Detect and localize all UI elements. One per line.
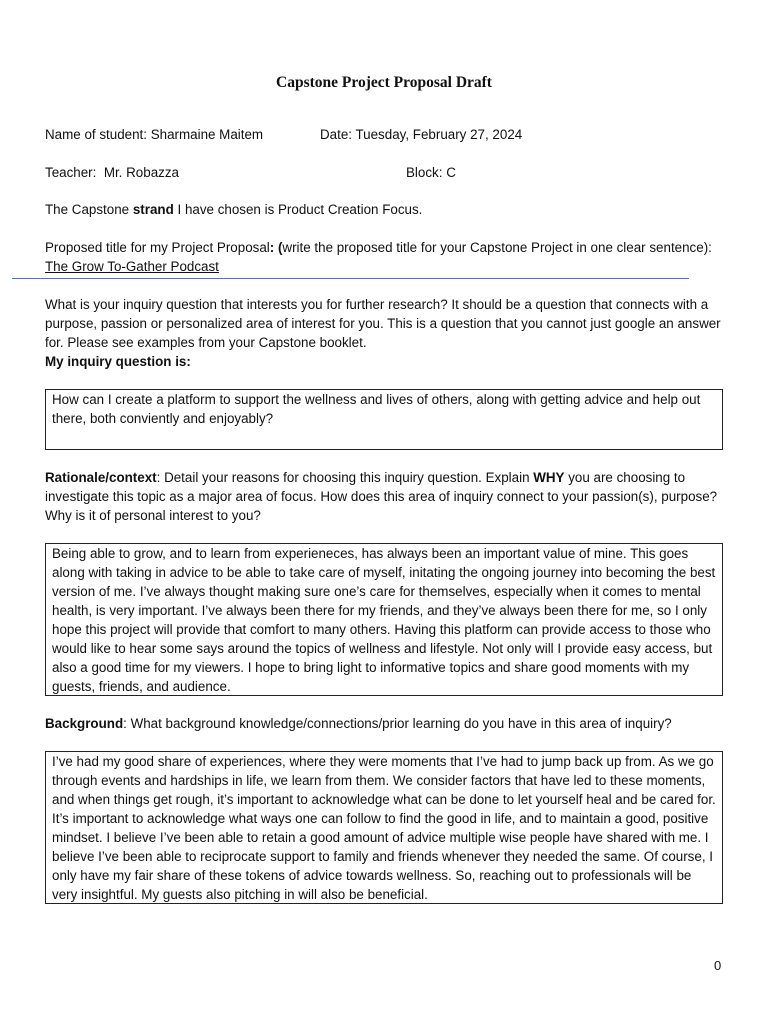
rationale-answer: Being able to grow, and to learn from experieneces, has always been an important value of mine. This goes along with taking in advice to be able to take care of myself, initating the ongoing journey into becoming the best version of me. I’ve always thought making sure one’s care for themselves, especially when it comes to mental health, is very important. I’ve always been there for my friends, and they’ve always been there for me, so I only hope this project will provide that comfort to many others. Having this platform can provide access to those who would like to hear some says around the topics of wellness and lifestyle. Not only will I provide easy access, but also a good time for my viewers. I hope to bring light to informative topics and share good moments with my guests, friends, and audience. <box>52 546 716 694</box>
background-prompt-text: : What background knowledge/connections/prior learning do you have in this area of inquiry? <box>123 716 672 731</box>
inquiry-prompt: What is your inquiry question that interests you for further research? It should be a question that connects with a purpose, passion or personalized area of interest for you. This is a question that you cannot just google an answer for. Please see examples from your Capstone booklet. <box>45 297 721 350</box>
inquiry-label-text: My inquiry question is: <box>45 354 191 369</box>
block-value: C <box>446 165 456 180</box>
student-label: Name of student: <box>45 127 151 142</box>
date-line <box>320 125 522 144</box>
teacher-label: Teacher: <box>45 165 104 180</box>
strand-text-pre: The Capstone <box>45 202 133 217</box>
background-label: Background <box>45 716 124 731</box>
rationale-prompt <box>45 468 735 525</box>
rationale-label: Rationale/context <box>45 470 157 485</box>
date-value: Tuesday, February 27, 2024 <box>355 127 523 142</box>
inquiry-label <box>45 352 191 371</box>
horizontal-rule <box>12 278 689 279</box>
background-prompt <box>45 714 745 733</box>
date-label: Date: <box>320 127 356 142</box>
rationale-prompt-a: : Detail your reasons for choosing this inquiry question. Explain <box>156 470 534 485</box>
background-answer: I’ve had my good share of experiences, where they were moments that I’ve had to jump back up from. As we go through events and hardships in life, we learn from them. We consider factors that have led to these moments, and when things get rough, it’s important to acknowledge what can be done to let yourself heal and be cared for. It’s important to acknowledge what ways one can follow to find the good in life, and to maintain a good, positive mindset. I believe I’ve been able to retain a good amount of advice multiple wise people have shared with me. I believe I’ve been able to reciprocate support to family and friends whenever they needed the same. Of course, I only have my fair share of these tokens of advice towards wellness. So, reaching out to professionals will be very insightful. My guests also pitching in will also be beneficial. <box>52 754 716 902</box>
strand-line <box>45 200 422 219</box>
student-name: Sharmaine Maitem <box>150 127 264 142</box>
strand-text-post: I have chosen is Product Creation Focus. <box>173 202 423 217</box>
background-answer-box[interactable] <box>45 751 723 904</box>
teacher-line <box>45 163 179 182</box>
rationale-answer-box[interactable] <box>45 543 723 696</box>
inquiry-answer-box[interactable] <box>45 389 723 450</box>
rationale-prompt-bold: WHY <box>533 470 565 485</box>
proposed-project-title: The Grow To-Gather Podcast <box>45 259 219 274</box>
student-name-line <box>45 125 263 144</box>
proposed-text-post: write the proposed title for your Capstone Project in one clear sentence): <box>282 240 712 255</box>
rationale-prompt-b: you are choosing to investigate this topic as a major area of focus. How does this area of inquiry connect to your passion(s), purpose? Why is it of personal interest to you? <box>45 470 718 523</box>
page-number: 0 <box>714 958 722 973</box>
document-title: Capstone Project Proposal Draft <box>276 74 492 91</box>
block-label: Block: <box>406 165 447 180</box>
strand-text-bold: strand <box>132 202 174 217</box>
inquiry-answer: How can I create a platform to support the wellness and lives of others, along with getting advice and help out there, both conviently and enjoyably? <box>52 392 701 426</box>
teacher-name: Mr. Robazza <box>103 165 179 180</box>
proposed-text-pre: Proposed title for my Project Proposal <box>45 240 270 255</box>
proposed-title-paragraph <box>45 238 735 276</box>
proposed-text-bold: : ( <box>269 240 283 255</box>
block-line <box>406 163 456 182</box>
